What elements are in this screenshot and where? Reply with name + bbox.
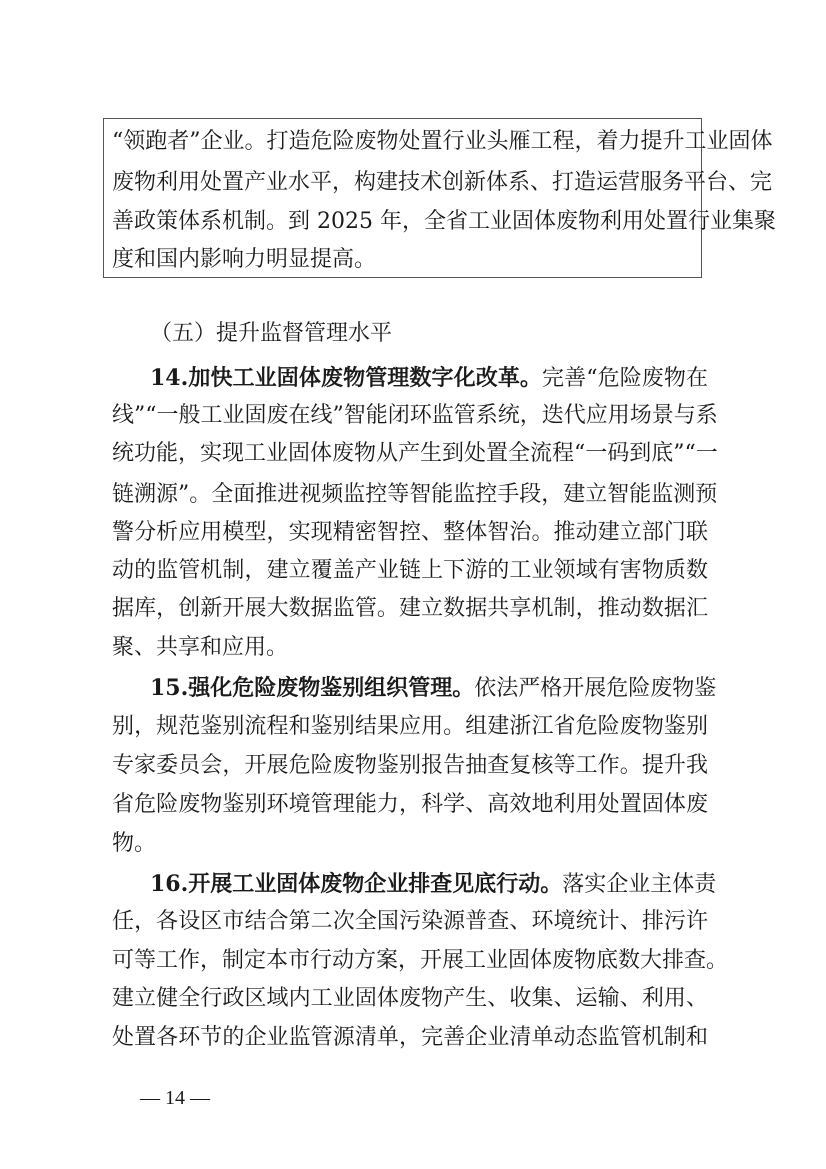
item-text: 完善“危险废物在 (542, 366, 708, 391)
paragraph-line: 线”“一般工业固废在线”智能闭环监管系统，迭代应用场景与系 (112, 403, 718, 428)
item-14-first-line (150, 365, 708, 392)
item-title: 15.强化危险废物鉴别组织管理。 (150, 675, 475, 701)
item-title: 16.开展工业固体废物企业排查见底行动。 (150, 871, 563, 897)
page-number: — 14 — (140, 1087, 210, 1109)
box-line: “领跑者”企业。打造危险废物处置行业头雁工程，着力提升工业固体 (112, 129, 773, 154)
paragraph-line: 链溯源”。全面推进视频监控等智能监控手段，建立智能监测预 (112, 482, 718, 507)
section-heading: （五）提升监督管理水平 (150, 321, 393, 346)
paragraph-line: 可等工作，制定本市行动方案，开展工业固体废物底数大排查。 (112, 948, 729, 973)
paragraph-line: 别，规范鉴别流程和鉴别结果应用。组建浙江省危险废物鉴别 (112, 714, 708, 739)
box-line: 废物利用处置产业水平，构建技术创新体系、打造运营服务平台、完 (112, 170, 773, 195)
paragraph-line: 建立健全行政区域内工业固体废物产生、收集、运输、利用、 (112, 986, 708, 1011)
item-16-first-line (150, 871, 717, 898)
paragraph-line: 省危险废物鉴别环境管理能力，科学、高效地利用处置固体废 (112, 792, 708, 817)
paragraph-line: 处置各环节的企业监管源清单，完善企业清单动态监管机制和 (112, 1025, 708, 1050)
box-line: 度和国内影响力明显提高。 (112, 247, 377, 272)
item-15-first-line (150, 675, 717, 702)
paragraph-line: 动的监管机制，建立覆盖产业链上下游的工业领域有害物质数 (112, 558, 708, 583)
box-line: 善政策体系机制。到 2025 年，全省工业固体废物利用处置行业集聚 (112, 209, 776, 234)
paragraph-line: 据库，创新开展大数据监管。建立数据共享机制，推动数据汇 (112, 596, 708, 621)
paragraph-line: 任，各设区市结合第二次全国污染源普查、环境统计、排污许 (112, 909, 708, 934)
item-text: 落实企业主体责 (562, 872, 717, 897)
paragraph-line: 统功能，实现工业固体废物从产生到处置全流程“一码到底”“一 (112, 441, 718, 466)
paragraph-line: 聚、共享和应用。 (112, 635, 289, 660)
paragraph-line: 物。 (112, 831, 157, 856)
paragraph-line: 专家委员会，开展危险废物鉴别报告抽查复核等工作。提升我 (112, 753, 708, 778)
paragraph-line: 警分析应用模型，实现精密智控、整体智治。推动建立部门联 (112, 520, 708, 545)
item-text: 依法严格开展危险废物鉴 (474, 676, 717, 701)
item-title: 14.加快工业固体废物管理数字化改革。 (150, 365, 543, 391)
